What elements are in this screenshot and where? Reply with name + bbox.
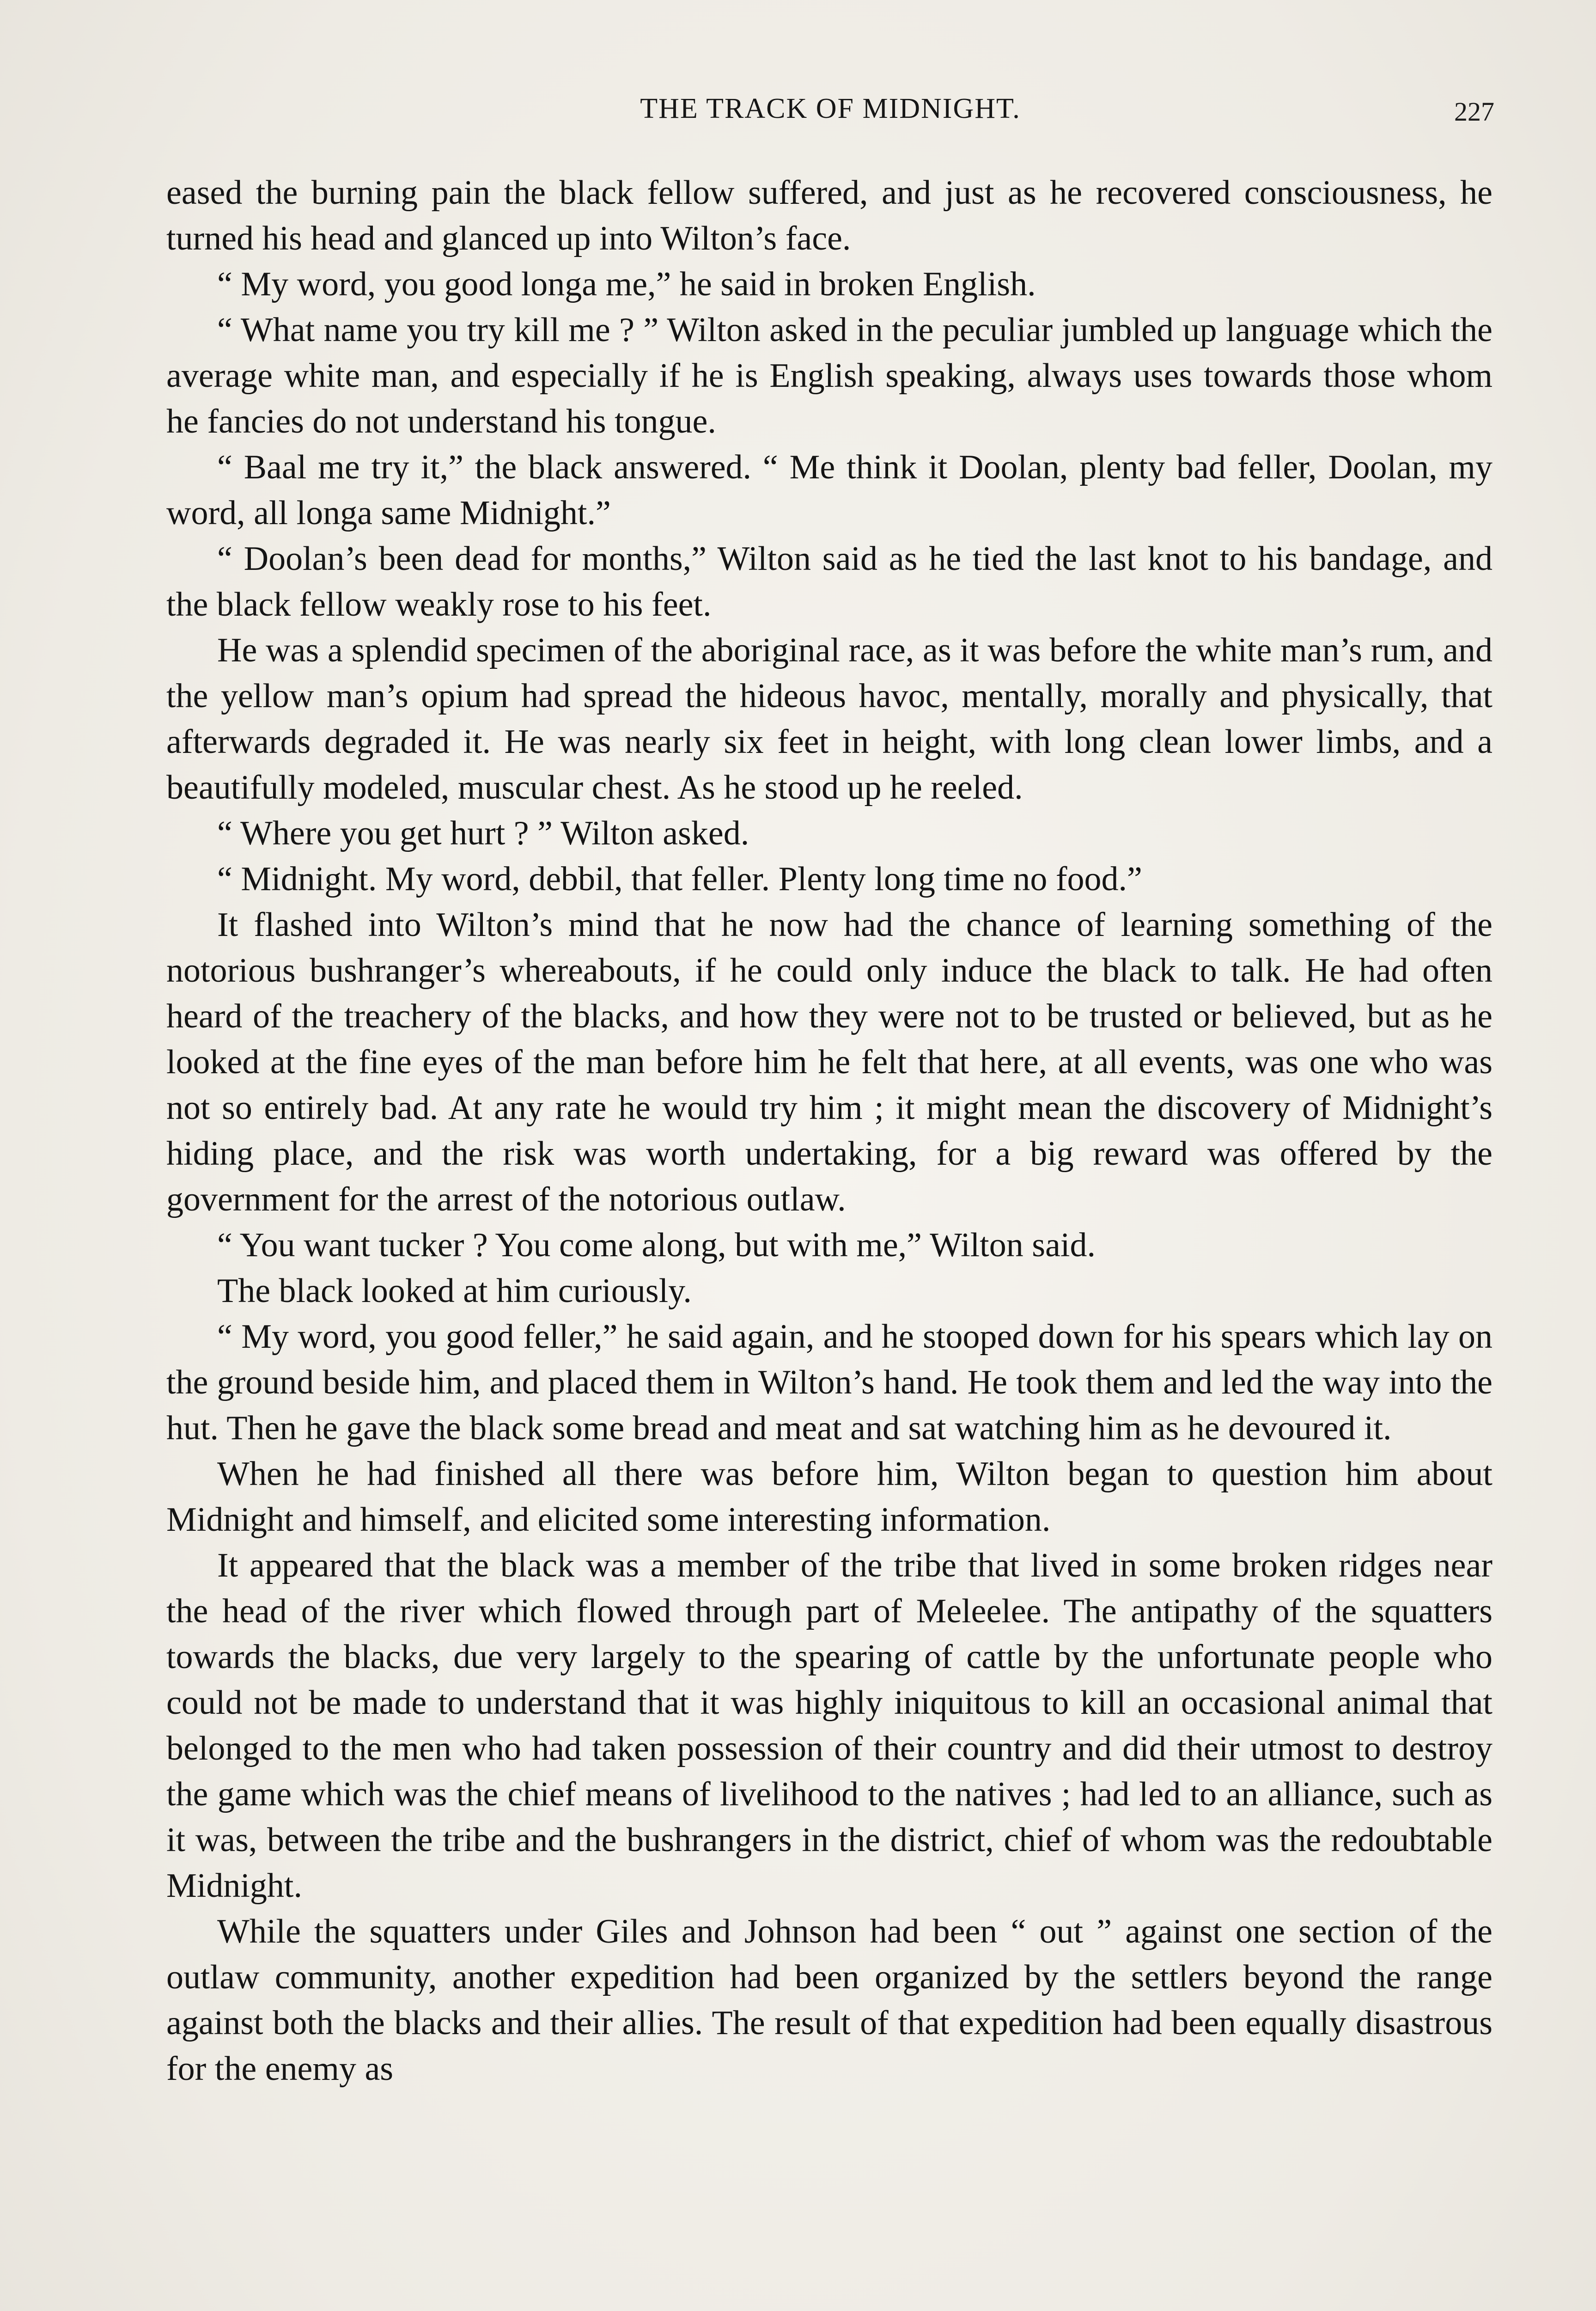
paragraph: “ Where you get hurt ? ” Wilton asked. (217, 814, 749, 852)
page-number: 227 (1454, 97, 1494, 127)
paragraph: “ My word, you good longa me,” he said in broken English. (217, 265, 1036, 303)
body-text (166, 170, 1492, 2092)
paragraph: It appeared that the black was a member of the tribe that lived in some broken ridges near the head of the river which flowed through part of Meleelee. The antipathy of the squatters towards the blacks, due very largely to the spearing of cattle by the unfortunate people who could not be made to understand that it was highly iniquitous to kill an occasional animal that belonged to the men who had taken possession of their country and did their utmost to destroy the game which was the chief means of livelihood to the natives ; had led to an alliance, such as it was, between the tribe and the bushrangers in the district, chief of whom was the redoubtable Midnight. (166, 1547, 1492, 1905)
paragraph: While the squatters under Giles and Johnson had been “ out ” against one section of the outlaw community, another expedition had been organized by the settlers beyond the range against both the blacks and their allies. The result of that expedition had been equally disastrous for the enemy as (166, 1913, 1492, 2088)
page-header (166, 92, 1494, 143)
paragraph: “ You want tucker ? You come along, but with me,” Wilton said. (217, 1226, 1096, 1264)
paragraph: He was a splendid specimen of the aboriginal race, as it was before the white man’s rum, and the yellow man’s opium had spread the hideous havoc, mentally, morally and physically, that afterwards degraded it. He was nearly six feet in height, with long clean lower limbs, and a beautifully modeled, muscular chest. As he stood up he reeled. (166, 631, 1492, 807)
paragraph: The black looked at him curiously. (217, 1272, 692, 1310)
paragraph: “ What name you try kill me ? ” Wilton asked in the peculiar jumbled up language which the average white man, and especially if he is English speaking, always uses towards those whom he fancies do not understand his tongue. (166, 311, 1492, 440)
running-title: THE TRACK OF MIDNIGHT. (640, 93, 1021, 124)
paragraph: eased the burning pain the black fellow suffered, and just as he recovered consciousness, he turned his head and glanced up into Wilton’s face. (166, 174, 1492, 257)
paragraph: “ Midnight. My word, debbil, that feller. Plenty long time no food.” (217, 860, 1142, 898)
paragraph: “ Baal me try it,” the black answered. “ Me think it Doolan, plenty bad feller, Doolan, my word, all longa same Midnight.” (166, 448, 1492, 532)
paragraph: “ Doolan’s been dead for months,” Wilton said as he tied the last knot to his bandage, and the black fellow weakly rose to his feet. (166, 540, 1492, 624)
paragraph: “ My word, you good feller,” he said again, and he stooped down for his spears which lay on the ground beside him, and placed them in Wilton’s hand. He took them and led the way into the hut. Then he gave the black some bread and meat and sat watching him as he devoured it. (166, 1318, 1492, 1447)
paragraph: When he had finished all there was before him, Wilton began to question him about Midnight and himself, and elicited some interesting information. (166, 1455, 1492, 1539)
paragraph: It flashed into Wilton’s mind that he now had the chance of learning something of the notorious bushranger’s whereabouts, if he could only induce the black to talk. He had often heard of the treachery of the blacks, and how they were not to be trusted or believed, but as he looked at the fine eyes of the man before him he felt that here, at all events, was one who was not so entirely bad. At any rate he would try him ; it might mean the discovery of Midnight’s hiding place, and the risk was worth undertaking, for a big reward was offered by the government for the arrest of the notorious outlaw. (166, 906, 1492, 1218)
